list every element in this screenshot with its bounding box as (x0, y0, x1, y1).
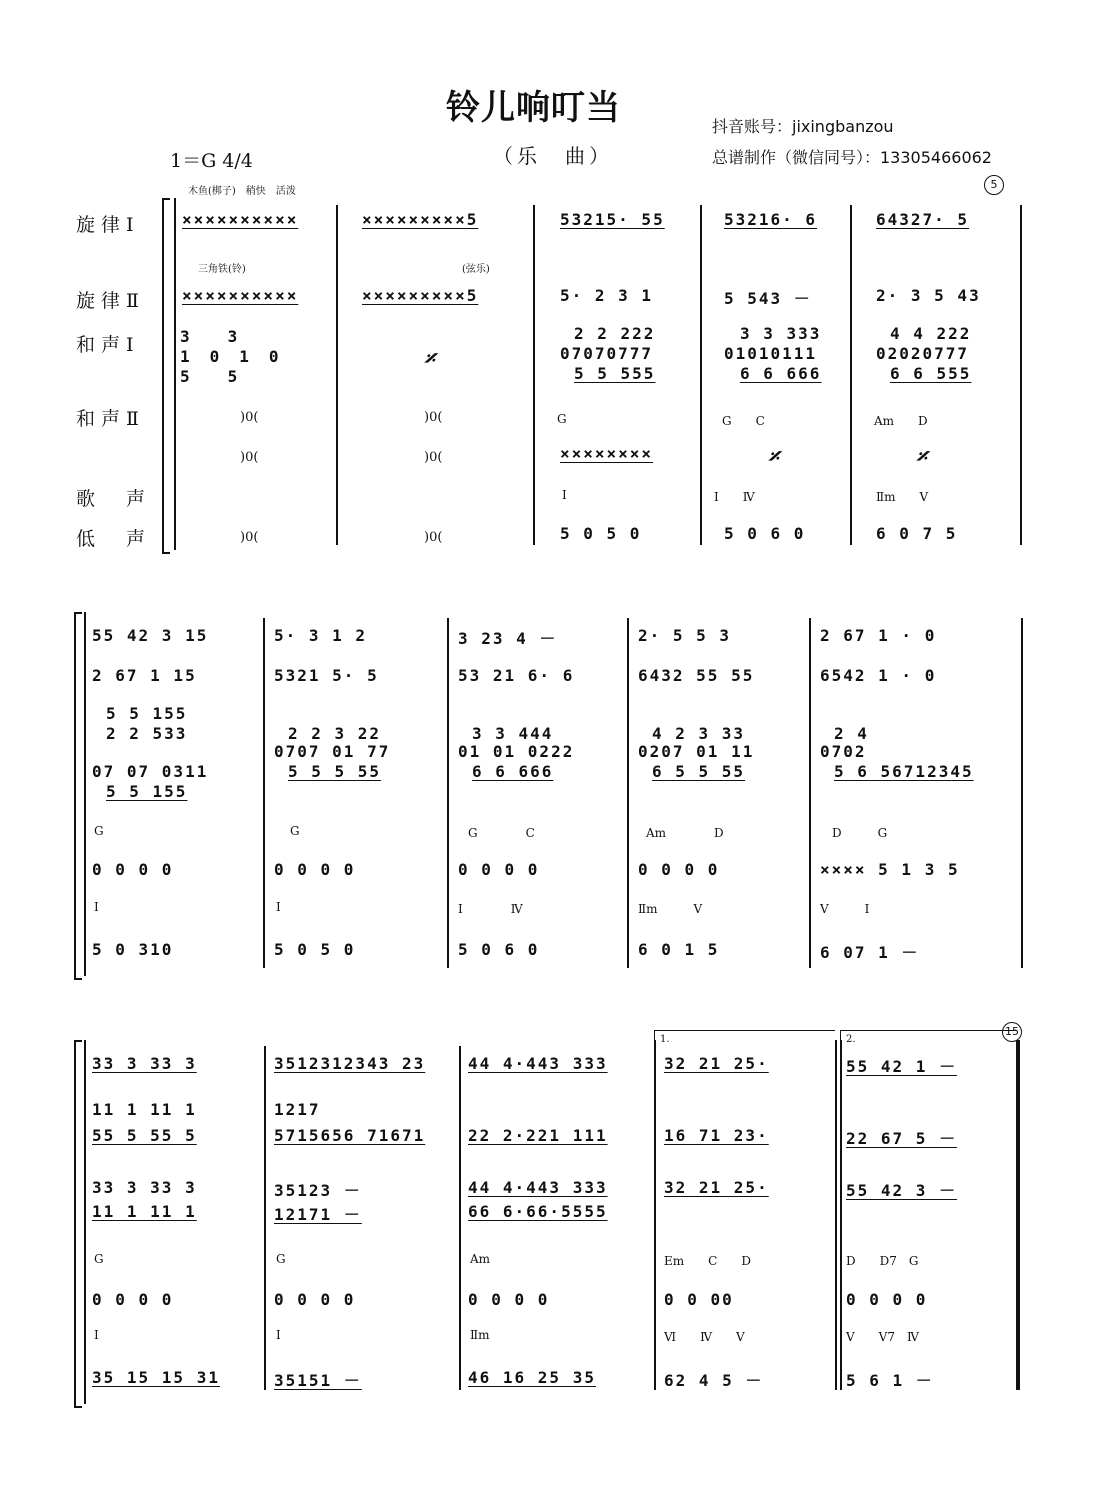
barline (84, 612, 86, 976)
notes: 02020777 (876, 344, 970, 363)
roman-numeral: Ⅰ (276, 900, 281, 914)
volta-1-label: 1. (660, 1034, 670, 1045)
notes: 0207 01 11 (638, 742, 755, 761)
notes: 6542 1 · 0 (820, 666, 937, 685)
barline (263, 618, 265, 968)
notes: 6 6 555 (890, 364, 972, 383)
notes: 55 42 1 － (846, 1057, 958, 1076)
notes: 5 0 6 0 (458, 940, 540, 959)
notes: 5321 5· 5 (274, 666, 379, 685)
notes: 5 0 5 0 (560, 524, 642, 543)
chord-symbol: D G (832, 826, 888, 840)
notes: 6 07 1 － (820, 943, 920, 962)
notes: 22 67 5 － (846, 1129, 958, 1148)
notes: 5 543 － (724, 289, 812, 308)
barline (1020, 205, 1022, 545)
roman-numeral: Ⅵ Ⅳ Ⅴ (664, 1330, 745, 1344)
notes: 0702 (820, 742, 867, 761)
rest-mark: )0( (424, 530, 443, 545)
notes: 3512312343 23 (274, 1054, 426, 1073)
notes: 53216· 6 (724, 210, 818, 229)
chord-symbol: Am (470, 1252, 491, 1266)
notes: 0 0 0 0 (274, 1290, 356, 1309)
strings-note: (弦乐) (462, 264, 490, 275)
notes: 2 2 3 22 (288, 724, 382, 743)
barline (835, 1040, 837, 1390)
notes: 2 67 1 · 0 (820, 626, 937, 645)
barline (654, 1040, 656, 1390)
notes: 5715656 71671 (274, 1126, 426, 1145)
barline (627, 618, 629, 968)
notes: 22 2·221 111 (468, 1126, 608, 1145)
chord-symbol: Am D (646, 826, 724, 840)
notes: 4 4 222 (890, 324, 972, 343)
notes: ×××××××××× (182, 210, 299, 229)
notes: 2 2 533 (106, 724, 188, 743)
notes: 5 6 1 － (846, 1371, 934, 1390)
notes: 53 21 6· 6 (458, 666, 575, 685)
notes: 01010111 (724, 344, 818, 363)
roman-numeral: Ⅱm Ⅴ (876, 490, 929, 504)
notes: ×××××××××× (182, 286, 299, 305)
notes: 07070777 (560, 344, 654, 363)
notes: 6 6 666 (740, 364, 822, 383)
notes: 6432 55 55 (638, 666, 755, 685)
notes: 5 0 310 (92, 940, 174, 959)
roman-numeral: Ⅰ Ⅳ (458, 902, 523, 916)
roman-numeral: Ⅰ (94, 1328, 99, 1342)
simile-mark: 𝄎 (916, 444, 927, 470)
notes: 32 21 25· (664, 1054, 769, 1073)
notes: 5 5 555 (574, 364, 656, 383)
notes: 46 16 25 35 (468, 1368, 596, 1387)
notes: 6 0 1 5 (638, 940, 720, 959)
subtitle: （乐 曲） (493, 144, 613, 168)
notes: 53215· 55 (560, 210, 665, 229)
volta-1-bracket (654, 1030, 835, 1041)
instruments-note: 木鱼(梆子) 稍快 活泼 (188, 186, 296, 197)
notes: 1217 (274, 1100, 321, 1119)
notes: ×××××××××5 (362, 286, 479, 305)
notes: 35 15 15 31 (92, 1368, 220, 1387)
chord-symbol: G C (722, 414, 765, 428)
barline (459, 1046, 461, 1390)
notes: 3 3 (180, 327, 240, 346)
notes: 6 5 5 55 (652, 762, 746, 781)
roman-numeral: Ⅰ (94, 900, 99, 914)
notes: 2 4 (834, 724, 869, 743)
volta-2-bracket (840, 1030, 1017, 1041)
barline (264, 1046, 266, 1390)
roman-numeral: Ⅴ Ⅴ7 Ⅳ (846, 1330, 919, 1344)
notes: 07 07 0311 (92, 762, 209, 781)
notes: 44 4·443 333 (468, 1054, 608, 1073)
notes: 55 42 3 － (846, 1181, 958, 1200)
notes: 55 5 55 5 (92, 1126, 197, 1145)
notes: 0 0 0 0 (92, 1290, 174, 1309)
notes: 62 4 5 － (664, 1371, 764, 1390)
notes: 2· 3 5 43 (876, 286, 981, 305)
notes: 3 3 333 (740, 324, 822, 343)
notes: 3 3 444 (472, 724, 554, 743)
part-label-harmony-1: 和声Ⅰ (76, 334, 140, 356)
notes: 12171 － (274, 1205, 362, 1224)
notes: 0 0 0 0 (274, 860, 356, 879)
simile-mark: 𝄎 (768, 444, 779, 470)
producer-contact: 总谱制作（微信同号）：13305466062 (712, 148, 992, 167)
notes: 5 5 (180, 367, 240, 386)
chord-symbol: Em C D (664, 1254, 751, 1268)
notes: 35123 － (274, 1181, 362, 1200)
notes: 5 5 5 55 (288, 762, 382, 781)
rest-mark: )0( (240, 410, 259, 425)
notes: 5 6 56712345 (834, 762, 974, 781)
chord-symbol: G (94, 1252, 104, 1266)
notes: 64327· 5 (876, 210, 970, 229)
barline (1021, 618, 1023, 968)
notes: 44 4·443 333 (468, 1178, 608, 1197)
notes: 0 0 00 (664, 1290, 734, 1309)
barline (700, 205, 702, 545)
system-brace (74, 612, 82, 980)
barline (809, 618, 811, 968)
roman-numeral: Ⅰ Ⅳ (714, 490, 755, 504)
part-label-melody-2: 旋律Ⅱ (76, 290, 145, 312)
part-label-vocal: 歌 声 (76, 488, 152, 510)
notes: ×××××××× (560, 444, 654, 463)
notes: 2 67 1 15 (92, 666, 197, 685)
notes: 5 0 6 0 (724, 524, 806, 543)
notes: 1 0 1 0 (180, 347, 281, 366)
notes: 01 01 0222 (458, 742, 575, 761)
notes: 2 2 222 (574, 324, 656, 343)
chord-symbol: G C (468, 826, 535, 840)
notes: 0 0 0 0 (638, 860, 720, 879)
system-brace (162, 198, 170, 554)
roman-numeral: Ⅰ (562, 488, 567, 502)
chord-symbol: G (557, 412, 567, 426)
rest-mark: )0( (240, 450, 259, 465)
rest-mark: )0( (424, 410, 443, 425)
volta-2-label: 2. (846, 1034, 856, 1045)
douyin-account: 抖音账号：jixingbanzou (712, 117, 894, 136)
barline (850, 205, 852, 545)
notes: 3 23 4 － (458, 629, 558, 648)
notes: 11 1 11 1 (92, 1202, 197, 1221)
notes: 0707 01 77 (274, 742, 391, 761)
part-label-harmony-2: 和声Ⅱ (76, 408, 145, 430)
notes: 66 6·66·5555 (468, 1202, 608, 1221)
notes: 0 0 0 0 (92, 860, 174, 879)
system-brace (74, 1040, 82, 1408)
simile-mark: 𝄎 (424, 346, 435, 372)
notes: 11 1 11 1 (92, 1100, 197, 1119)
chord-symbol: G (94, 824, 104, 838)
notes: 16 71 23· (664, 1126, 769, 1145)
final-barline (1016, 1040, 1020, 1390)
measure-number-5: 5 (984, 175, 1004, 195)
measure-number-15: 15 (1002, 1022, 1022, 1042)
notes: 5 5 155 (106, 704, 188, 723)
notes: 0 0 0 0 (846, 1290, 928, 1309)
notes: 0 0 0 0 (458, 860, 540, 879)
roman-numeral: Ⅱm (470, 1328, 490, 1342)
notes: 5 5 155 (106, 782, 188, 801)
barline (447, 618, 449, 968)
notes: 2· 5 5 3 (638, 626, 732, 645)
chord-symbol: Am D (874, 414, 928, 428)
roman-numeral: Ⅴ Ⅰ (820, 902, 870, 916)
chord-symbol: G (290, 824, 300, 838)
notes: 55 42 3 15 (92, 626, 209, 645)
notes: 0 0 0 0 (468, 1290, 550, 1309)
notes: 5 0 5 0 (274, 940, 356, 959)
roman-numeral: Ⅰ (276, 1328, 281, 1342)
notes: 33 3 33 3 (92, 1054, 197, 1073)
rest-mark: )0( (240, 530, 259, 545)
barline (336, 205, 338, 545)
barline (533, 205, 535, 545)
page-title: 铃儿响叮当 (446, 88, 621, 128)
chord-symbol: G (276, 1252, 286, 1266)
notes: 6 6 666 (472, 762, 554, 781)
chord-symbol: D D7 G (846, 1254, 919, 1268)
notes: 5· 3 1 2 (274, 626, 368, 645)
barline (84, 1040, 86, 1404)
notes: ×××××××××5 (362, 210, 479, 229)
barline (174, 198, 176, 550)
notes: 35151 － (274, 1371, 362, 1390)
part-label-bass: 低 声 (76, 528, 152, 550)
notes: ×××× 5 1 3 5 (820, 860, 960, 879)
notes: 5· 2 3 1 (560, 286, 654, 305)
triangle-note: 三角铁(铃) (198, 264, 246, 275)
rest-mark: )0( (424, 450, 443, 465)
notes: 33 3 33 3 (92, 1178, 197, 1197)
notes: 32 21 25· (664, 1178, 769, 1197)
part-label-melody-1: 旋律Ⅰ (76, 214, 140, 236)
notes: 6 0 7 5 (876, 524, 958, 543)
notes: 4 2 3 33 (652, 724, 746, 743)
key-signature: 1＝G 4/4 (170, 150, 253, 172)
roman-numeral: Ⅱm Ⅴ (638, 902, 703, 916)
barline (840, 1040, 842, 1390)
